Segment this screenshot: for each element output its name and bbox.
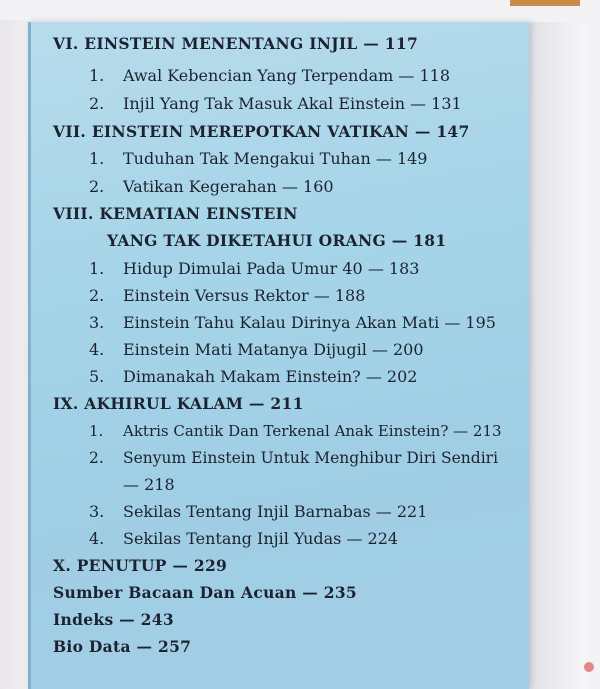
- chapter-viii-heading: VIII. KEMATIAN EINSTEIN: [53, 204, 298, 223]
- entry-number: 1.: [89, 66, 105, 85]
- entry-number: 1.: [89, 259, 105, 278]
- sources-heading: Sumber Bacaan Dan Acuan — 235: [53, 583, 358, 602]
- chapter-vii-heading: VII. EINSTEIN MEREPOTKAN VATIKAN — 147: [53, 122, 470, 141]
- bio-heading: Bio Data — 257: [53, 637, 192, 656]
- entry-text: Tuduhan Tak Mengakui Tuhan — 149: [123, 149, 428, 168]
- toc-entry-cont: — 218: [123, 475, 175, 494]
- entry-number: 2.: [89, 449, 104, 467]
- index-heading: Indeks — 243: [53, 610, 174, 629]
- chapter-viii-heading-cont: YANG TAK DIKETAHUI ORANG — 181: [107, 231, 447, 250]
- chapter-vi-heading: VI. EINSTEIN MENENTANG INJIL — 117: [53, 34, 419, 53]
- entry-number: 3.: [89, 502, 105, 521]
- entry-number: 5.: [89, 367, 105, 386]
- entry-text: Awal Kebencian Yang Terpendam — 118: [123, 66, 451, 85]
- entry-number: 2.: [89, 94, 105, 113]
- entry-text: Injil Yang Tak Masuk Akal Einstein — 131: [123, 94, 462, 113]
- entry-text: Einstein Mati Matanya Dijugil — 200: [123, 340, 424, 359]
- book-page: [28, 22, 529, 689]
- entry-text: Einstein Tahu Kalau Dirinya Akan Mati — 195: [123, 313, 496, 332]
- entry-number: 1.: [89, 149, 105, 168]
- chapter-ix-heading: IX. AKHIRUL KALAM — 211: [53, 394, 304, 413]
- entry-text: Sekilas Tentang Injil Barnabas — 221: [123, 502, 428, 521]
- entry-number: 1.: [89, 422, 104, 440]
- camera-app-icon: [584, 662, 594, 672]
- entry-number: 2.: [89, 177, 105, 196]
- entry-text: Senyum Einstein Untuk Menghibur Diri Sendiri: [123, 449, 499, 467]
- entry-text: Einstein Versus Rektor — 188: [123, 286, 366, 305]
- entry-text: Hidup Dimulai Pada Umur 40 — 183: [123, 259, 420, 278]
- background-strip: [526, 22, 586, 689]
- entry-number: 4.: [89, 340, 105, 359]
- entry-text: Sekilas Tentang Injil Yudas — 224: [123, 529, 399, 548]
- entry-number: 4.: [89, 529, 105, 548]
- entry-number: 3.: [89, 313, 105, 332]
- entry-number: 2.: [89, 286, 105, 305]
- tape-strip: [510, 0, 580, 6]
- entry-text: Dimanakah Makam Einstein? — 202: [123, 367, 418, 386]
- entry-text: Aktris Cantik Dan Terkenal Anak Einstein? — 213: [123, 422, 502, 440]
- entry-text: Vatikan Kegerahan — 160: [123, 177, 334, 196]
- chapter-x-heading: X. PENUTUP — 229: [53, 556, 228, 575]
